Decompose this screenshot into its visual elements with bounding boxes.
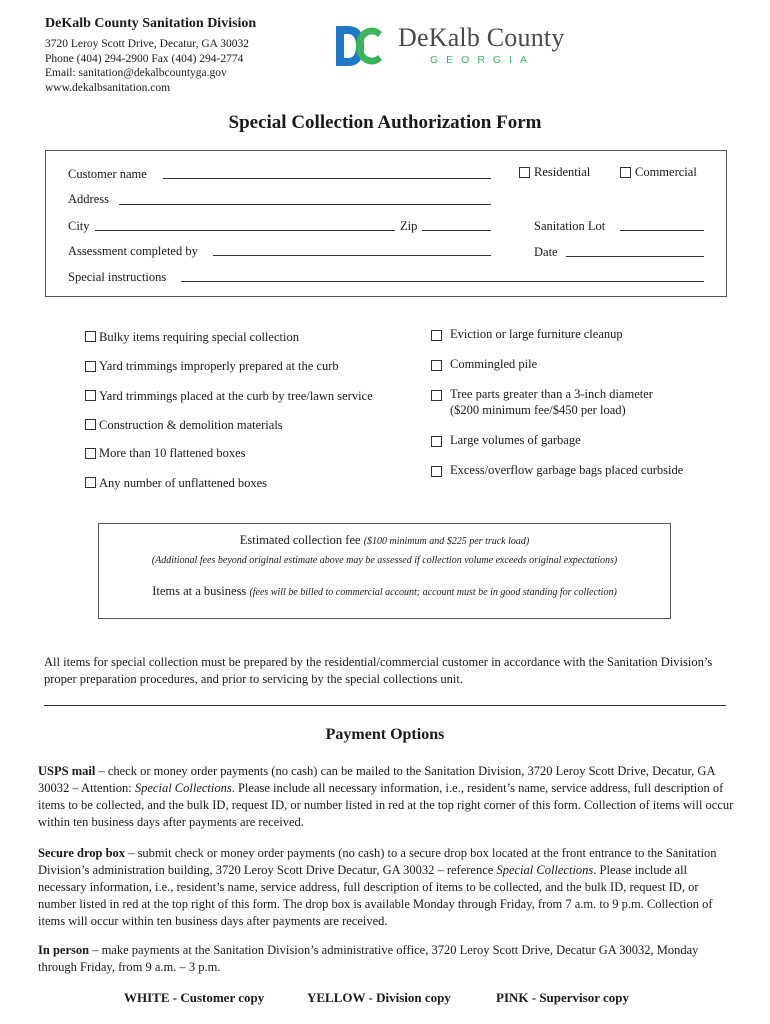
unflattened-boxes-checkbox[interactable] <box>85 477 96 488</box>
white-copy-label: WHITE - Customer copy <box>124 990 265 1005</box>
business-label: Items at a business <box>152 584 247 598</box>
in-person-label: In person <box>38 943 90 957</box>
eviction-checkbox[interactable] <box>431 330 442 341</box>
pink-copy-label: PINK - Supervisor copy <box>496 990 630 1005</box>
yard-service-label: Yard trimmings placed at the curb by tree/lawn service <box>99 389 373 403</box>
overflow-bags-label: Excess/overflow garbage bags placed curbside <box>450 463 684 477</box>
residential-label: Residential <box>534 165 591 179</box>
sanitation-lot-label: Sanitation Lot <box>534 219 606 233</box>
org-phone-fax: Phone (404) 294-2900 Fax (404) 294-2774 <box>45 53 244 65</box>
estimated-fee-line <box>98 533 671 548</box>
eviction-label: Eviction or large furniture cleanup <box>450 327 623 341</box>
special-instructions-field[interactable] <box>181 281 704 282</box>
construction-label: Construction & demolition materials <box>99 418 283 432</box>
form-title: Special Collection Authorization Form <box>228 112 542 133</box>
zip-field[interactable] <box>422 230 491 231</box>
tree-parts-fee-label: ($200 minimum fee/$450 per load) <box>450 403 626 417</box>
date-field[interactable] <box>566 256 704 257</box>
business-line <box>98 584 671 599</box>
org-email: Email: sanitation@dekalbcountyga.gov <box>45 67 227 79</box>
in-person-paragraph <box>38 942 738 976</box>
yellow-copy-label: YELLOW - Division copy <box>307 990 451 1005</box>
dropbox-italic: Special Collections <box>496 863 594 877</box>
sanitation-lot-field[interactable] <box>620 230 704 231</box>
usps-paragraph <box>38 763 738 831</box>
usps-label: USPS mail <box>38 764 96 778</box>
dropbox-paragraph <box>38 845 738 930</box>
usps-italic: Special Collections <box>134 781 232 795</box>
in-person-text: – make payments at the Sanitation Division’s administrative office, 3720 Leroy Scott Drive, Decatur GA 30032, Monday through Friday, from 9 a.m. – 3 p.m. <box>38 943 699 974</box>
flattened-boxes-checkbox[interactable] <box>85 448 96 459</box>
additional-fees-note: (Additional fees beyond original estimate above may be assessed if collection volume exceeds original expectations) <box>151 555 618 566</box>
logo-county-text: DeKalb County <box>398 23 565 52</box>
logo-state-text: GEORGIA <box>430 54 536 66</box>
overflow-bags-checkbox[interactable] <box>431 466 442 477</box>
city-label: City <box>68 219 90 233</box>
bulky-items-checkbox[interactable] <box>85 331 96 342</box>
unflattened-boxes-label: Any number of unflattened boxes <box>99 476 268 490</box>
estimated-fee-label: Estimated collection fee <box>239 533 361 547</box>
estimated-fee-note: ($100 minimum and $225 per truck load) <box>363 536 530 547</box>
org-website: www.dekalbsanitation.com <box>45 82 171 94</box>
customer-name-field[interactable] <box>163 178 491 179</box>
preparation-notice: All items for special collection must be prepared by the residential/commercial customer in accordance with the Sanitation Division’s proper preparation procedures, and prior to servicing by the special collections unit. <box>44 655 713 686</box>
zip-label: Zip <box>400 219 418 233</box>
commercial-label: Commercial <box>635 165 697 179</box>
special-instructions-label: Special instructions <box>68 270 167 284</box>
dropbox-text-1: – submit check or money order payments (no cash) to a secure drop box located at the front entrance to the Sanitation Division’s administration building, 3720 Leroy Scott Drive Decatur, GA 30032 – reference <box>38 846 717 877</box>
dropbox-label: Secure drop box <box>38 846 126 860</box>
section-divider <box>44 705 726 706</box>
org-name: DeKalb County Sanitation Division <box>45 16 257 31</box>
customer-name-label: Customer name <box>68 167 147 181</box>
org-address: 3720 Leroy Scott Drive, Decatur, GA 30032 <box>45 38 249 50</box>
yard-improper-label: Yard trimmings improperly prepared at the curb <box>99 359 339 373</box>
payment-heading: Payment Options <box>325 726 445 743</box>
construction-checkbox[interactable] <box>85 419 96 430</box>
address-label: Address <box>68 192 109 206</box>
assessment-field[interactable] <box>213 255 491 256</box>
assessment-label: Assessment completed by <box>68 244 198 258</box>
yard-improper-checkbox[interactable] <box>85 361 96 372</box>
large-garbage-checkbox[interactable] <box>431 436 442 447</box>
bulky-items-label: Bulky items requiring special collection <box>99 330 299 344</box>
yard-service-checkbox[interactable] <box>85 390 96 401</box>
commercial-checkbox[interactable] <box>620 167 631 178</box>
dekalb-logo-icon <box>334 24 386 68</box>
commingled-checkbox[interactable] <box>431 360 442 371</box>
tree-parts-checkbox[interactable] <box>431 390 442 401</box>
date-label: Date <box>534 245 558 259</box>
dropbox-text-2: . Please include all necessary information, i.e., resident’s name, service address, full description of items to be collected, and the bulk ID, request ID, or number listed in red at the top right of this form. The drop box is available Monday through Friday, from 7 a.m. to 9 p.m. Collection of items will occur within ten business days after payments are received. <box>38 863 713 928</box>
usps-text-1: – check or money order payments (no cash) can be mailed to the Sanitation Division, 3720 Leroy Scott Drive, Decatur, GA 30032 – Attention: <box>38 764 715 795</box>
flattened-boxes-label: More than 10 flattened boxes <box>99 446 246 460</box>
usps-text-2: . Please include all necessary information, i.e., resident’s name, service address, full description of items to be collected, and the bulk ID, request ID, or number listed in red at the top right corner of this form. Collection of items will occur within ten business days after payments are received. <box>38 781 734 829</box>
large-garbage-label: Large volumes of garbage <box>450 433 581 447</box>
business-note: (fees will be billed to commercial account; account must be in good standing for collection) <box>249 587 617 598</box>
tree-parts-label: Tree parts greater than a 3-inch diameter <box>450 387 653 401</box>
city-field[interactable] <box>95 230 395 231</box>
residential-checkbox[interactable] <box>519 167 530 178</box>
address-field[interactable] <box>119 204 491 205</box>
commingled-label: Commingled pile <box>450 357 538 371</box>
